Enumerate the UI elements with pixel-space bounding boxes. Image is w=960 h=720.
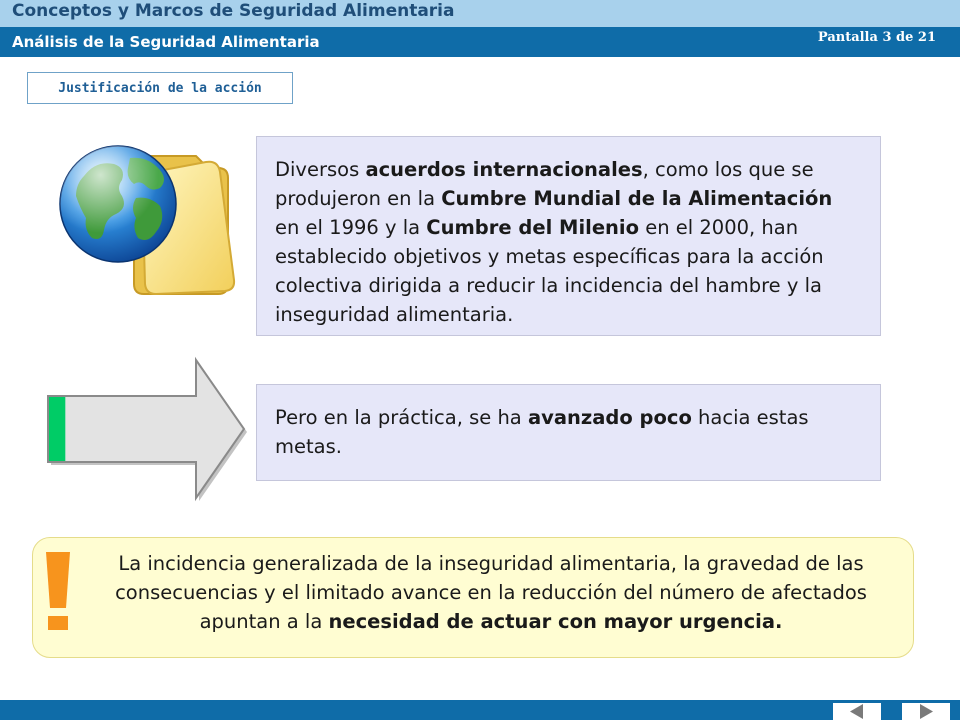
panel-summits-text-1: Diversos [275, 158, 366, 181]
globe-folder-icon [56, 134, 242, 300]
module-title: Análisis de la Seguridad Alimentaria [12, 33, 320, 51]
panel-summits-bold-1: acuerdos internacionales [365, 158, 643, 181]
panel-progress [256, 384, 881, 481]
progress-arrow-icon [44, 356, 250, 502]
panel-summits [256, 136, 881, 336]
panel-progress-text-2: hacia estas metas. [275, 406, 809, 458]
exclamation-icon [40, 522, 76, 634]
footer-bar [0, 700, 960, 720]
section-label: Justificación de la acción [27, 72, 293, 104]
next-button[interactable] [902, 703, 950, 720]
alert-text-bold: necesidad de actuar con mayor urgencia. [328, 610, 783, 633]
panel-summits-text-4: en el 2000, han establecido objetivos y metas específicas para la acción colectiva dirigida a reducir la incidencia del hambre y la inseguridad alimentaria. [275, 216, 824, 326]
panel-summits-bold-3: Cumbre del Milenio [426, 216, 640, 239]
previous-arrow-icon [833, 703, 881, 720]
alert-text-1: La incidencia generalizada de la inseguridad alimentaria, la gravedad de las consecuencias y el limitado avance en la reducción del número de afectados apuntan a la [115, 552, 867, 633]
panel-progress-bold-1: avanzado poco [527, 406, 692, 429]
next-arrow-icon [902, 703, 950, 720]
page-counter: Pantalla 3 de 21 [817, 30, 936, 45]
progress-arrow-fill [48, 396, 65, 462]
panel-summits-text-3: en el 1996 y la [275, 216, 427, 239]
alert-text [80, 549, 902, 636]
course-title: Conceptos y Marcos de Seguridad Alimentaria [12, 1, 455, 21]
panel-summits-text-2: , como los que se produjeron en la [275, 158, 814, 210]
previous-button[interactable] [833, 703, 881, 720]
panel-summits-bold-2: Cumbre Mundial de la Alimentación [441, 187, 833, 210]
panel-progress-text-1: Pero en la práctica, se ha [275, 406, 528, 429]
